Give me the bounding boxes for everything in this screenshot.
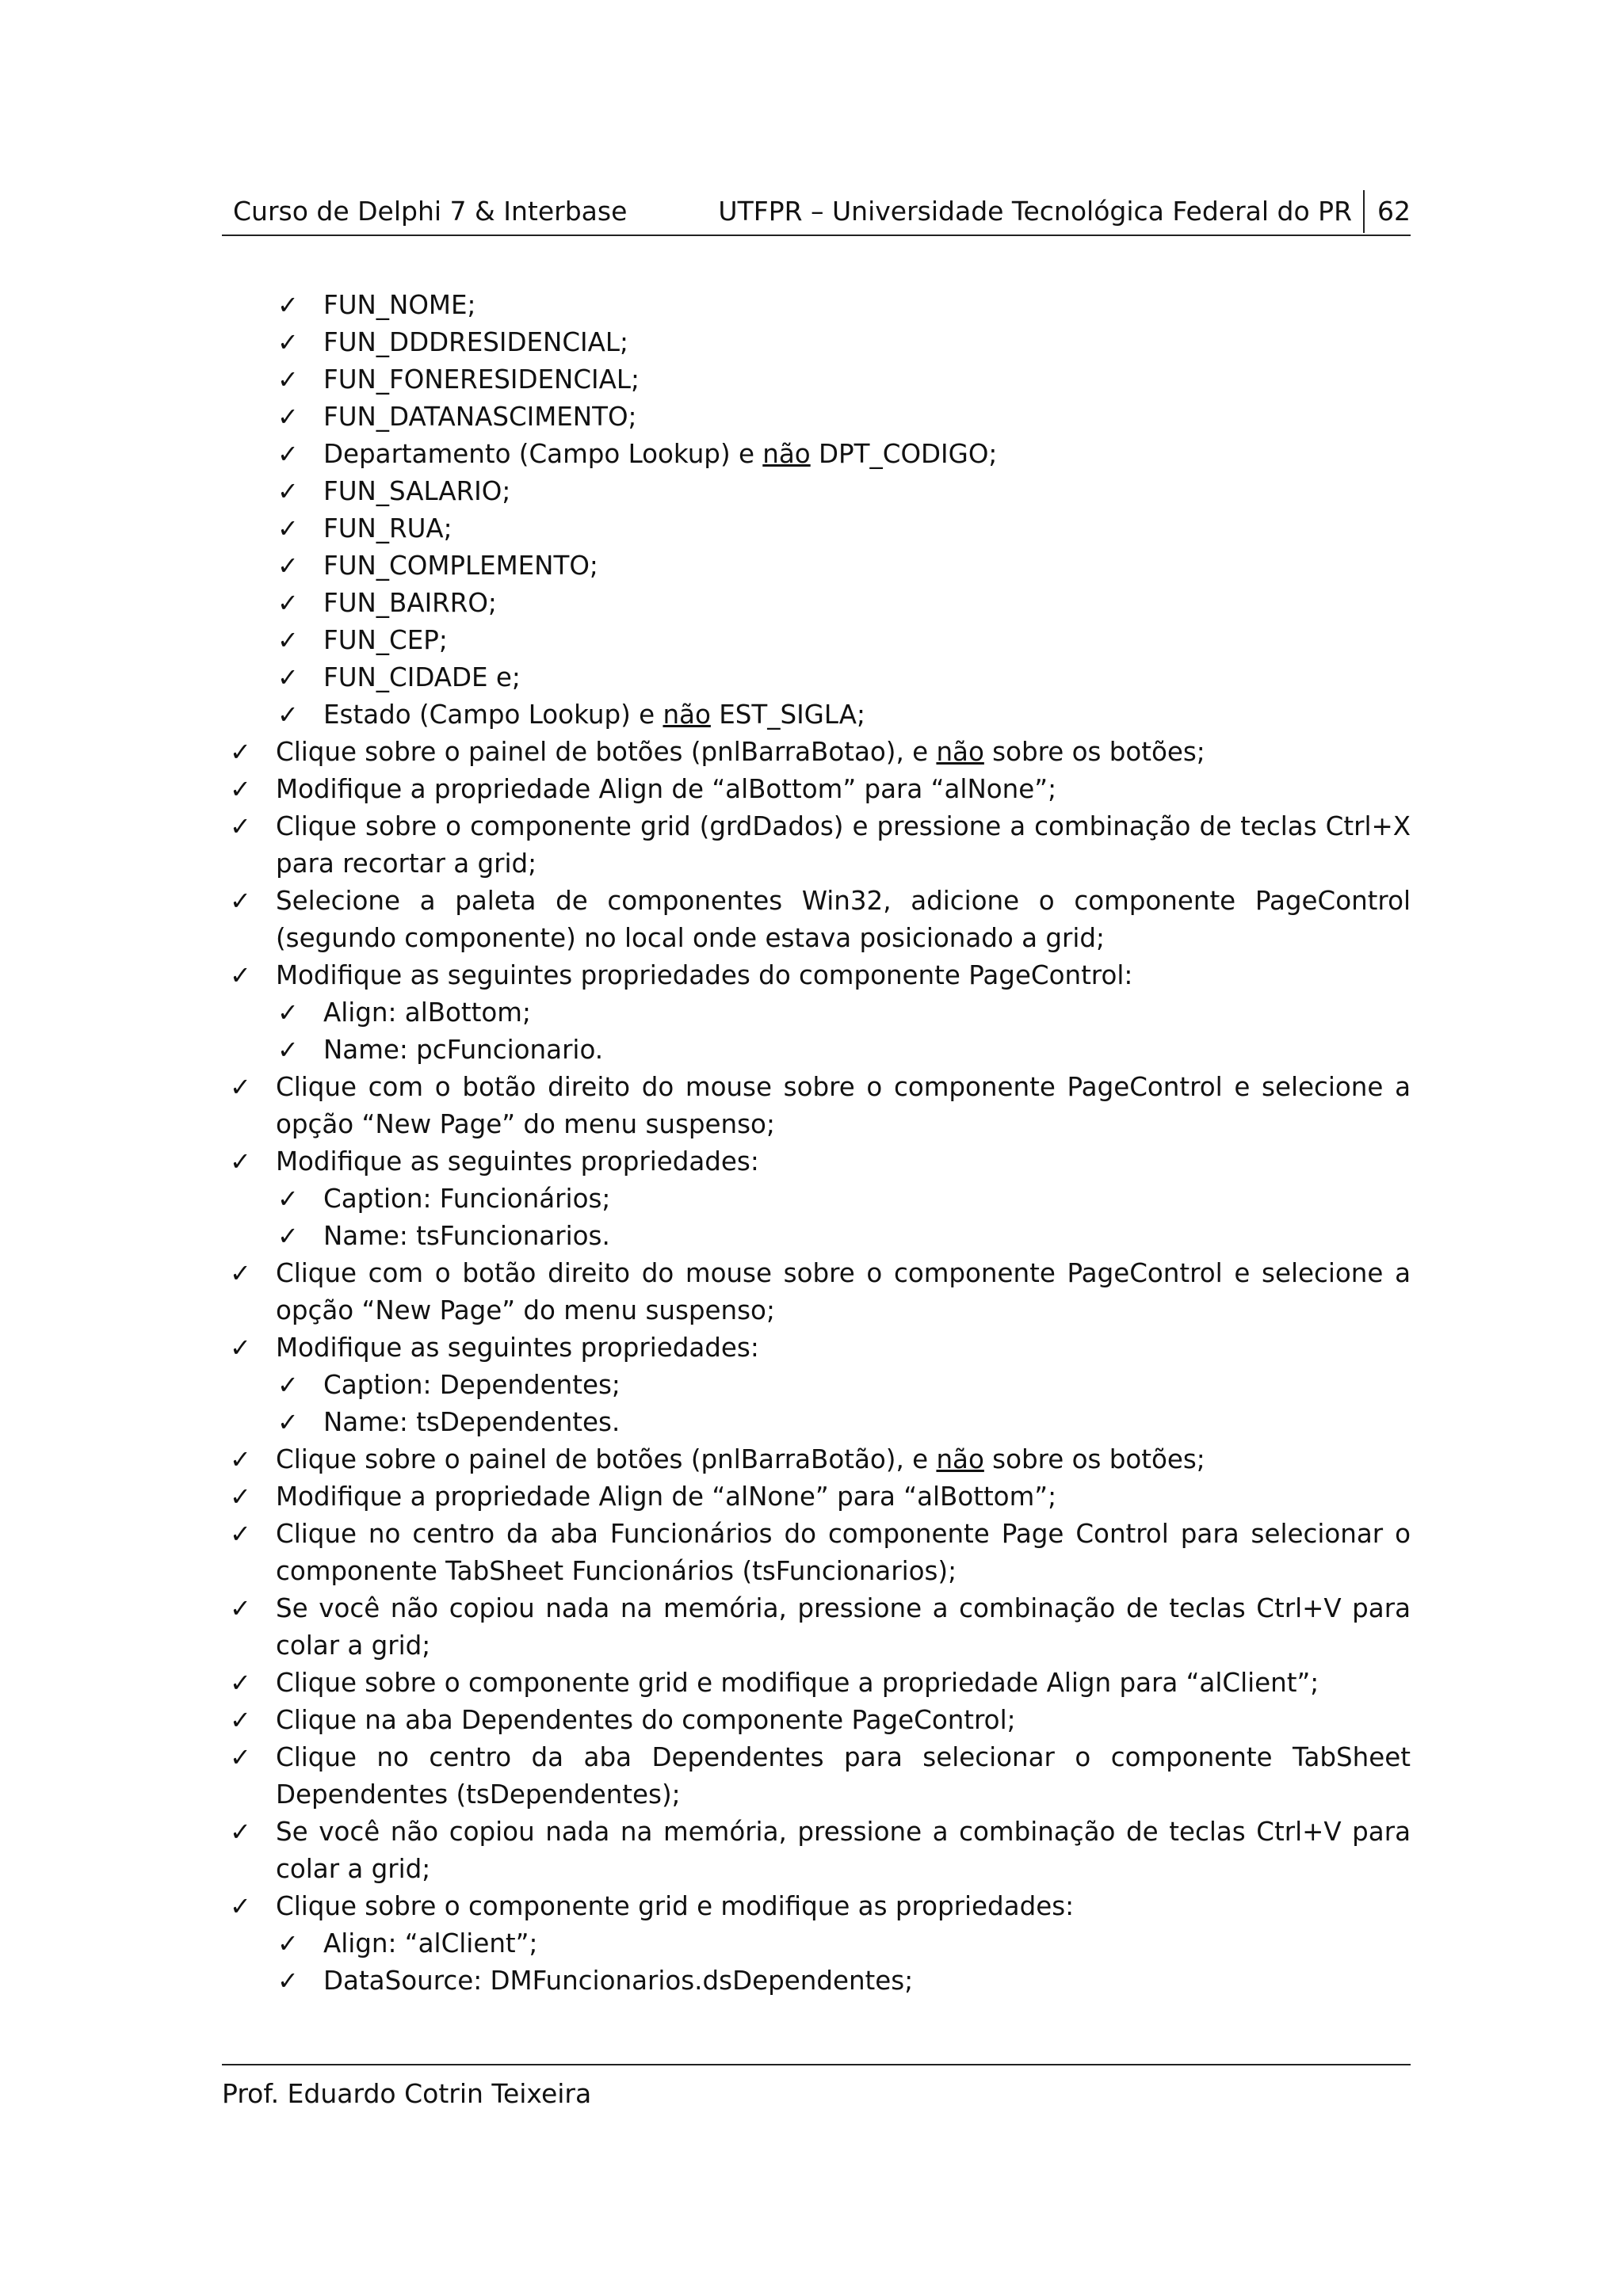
list-item xyxy=(230,1516,1411,1590)
checkmark-icon: ✓ xyxy=(277,1966,299,1996)
list-item xyxy=(230,771,1411,808)
sub-list-item xyxy=(230,1218,1411,1255)
item-text: FUN_NOME; xyxy=(323,290,476,320)
item-text: Clique com o botão direito do mouse sobre o componente PageControl e selecione a opção “New Page” do menu suspenso; xyxy=(276,1072,1411,1139)
item-text: Clique no centro da aba Funcionários do componente Page Control para selecionar o componente TabSheet Funcionários (tsFuncionarios); xyxy=(276,1519,1411,1586)
checkmark-icon: ✓ xyxy=(230,1668,251,1698)
checkmark-icon: ✓ xyxy=(277,402,299,432)
sub-list-item xyxy=(230,1962,1411,2000)
item-text: Modifique as seguintes propriedades do componente PageControl: xyxy=(276,960,1133,990)
item-text: Modifique a propriedade Align de “alBottom” para “alNone”; xyxy=(276,774,1057,804)
item-text: sobre os botões; xyxy=(983,737,1205,767)
header-right xyxy=(718,189,1411,235)
list-item xyxy=(230,1665,1411,1702)
sub-list-item xyxy=(230,510,1411,547)
list-item xyxy=(230,1478,1411,1516)
checkmark-icon: ✓ xyxy=(277,290,299,320)
sub-list-item xyxy=(230,1032,1411,1069)
item-text: FUN_DDDRESIDENCIAL; xyxy=(323,327,628,357)
list-item xyxy=(230,1255,1411,1329)
header-separator xyxy=(1363,190,1365,233)
checkmark-icon: ✓ xyxy=(230,1742,251,1772)
sub-list-item xyxy=(230,361,1411,399)
item-text: Clique sobre o componente grid e modifique as propriedades: xyxy=(276,1891,1075,1921)
item-text: DataSource: DMFuncionarios.dsDependentes; xyxy=(323,1966,914,1996)
page-footer xyxy=(222,2064,1411,2118)
list-item xyxy=(230,1814,1411,1888)
item-text: FUN_DATANASCIMENTO; xyxy=(323,402,637,432)
checkmark-icon: ✓ xyxy=(230,960,251,990)
checkmark-icon: ✓ xyxy=(230,1519,251,1549)
item-text: Se você não copiou nada na memória, pressione a combinação de teclas Ctrl+V para colar a grid; xyxy=(276,1817,1411,1884)
item-text: Clique sobre o painel de botões (pnlBarraBotao), e xyxy=(276,737,937,767)
item-text: FUN_RUA; xyxy=(323,513,453,543)
sub-list-item xyxy=(230,1367,1411,1404)
checkmark-icon: ✓ xyxy=(230,1258,251,1288)
checkmark-icon: ✓ xyxy=(277,327,299,357)
item-text: Name: tsDependentes. xyxy=(323,1407,621,1437)
checkmark-icon: ✓ xyxy=(230,1891,251,1921)
list-item xyxy=(230,1329,1411,1367)
item-text: EST_SIGLA; xyxy=(710,700,865,730)
item-text: FUN_FONERESIDENCIAL; xyxy=(323,364,640,395)
checkmark-icon: ✓ xyxy=(277,551,299,581)
checkmark-icon: ✓ xyxy=(230,1333,251,1363)
checkmark-icon: ✓ xyxy=(230,886,251,916)
item-text: Align: alBottom; xyxy=(323,997,531,1028)
checkmark-icon: ✓ xyxy=(277,662,299,692)
item-text: Caption: Funcionários; xyxy=(323,1184,611,1214)
list-item xyxy=(230,1069,1411,1143)
list-item xyxy=(230,1888,1411,1925)
item-text: Clique na aba Dependentes do componente PageControl; xyxy=(276,1705,1016,1735)
sub-list-item xyxy=(230,324,1411,361)
sub-list-item xyxy=(230,473,1411,510)
checkmark-icon: ✓ xyxy=(230,1705,251,1735)
checkmark-icon: ✓ xyxy=(230,1072,251,1102)
item-text: Name: tsFuncionarios. xyxy=(323,1221,610,1251)
item-text: FUN_CEP; xyxy=(323,625,448,655)
sub-list-item xyxy=(230,585,1411,622)
item-text: FUN_SALARIO; xyxy=(323,476,511,506)
page-number: 62 xyxy=(1377,196,1411,227)
instruction-list xyxy=(230,287,1411,2000)
checkmark-icon: ✓ xyxy=(230,811,251,841)
underlined-text: não xyxy=(936,1444,984,1474)
item-text: sobre os botões; xyxy=(983,1444,1205,1474)
item-text: Clique com o botão direito do mouse sobre o componente PageControl e selecione a opção “New Page” do menu suspenso; xyxy=(276,1258,1411,1325)
footer-author: Prof. Eduardo Cotrin Teixeira xyxy=(222,2078,592,2109)
checkmark-icon: ✓ xyxy=(277,439,299,469)
sub-list-item xyxy=(230,287,1411,324)
sub-list-item xyxy=(230,547,1411,585)
underlined-text: não xyxy=(936,737,984,767)
checkmark-icon: ✓ xyxy=(277,588,299,618)
sub-list-item xyxy=(230,1925,1411,1962)
item-text: Caption: Dependentes; xyxy=(323,1370,621,1400)
item-text: FUN_COMPLEMENTO; xyxy=(323,551,598,581)
checkmark-icon: ✓ xyxy=(277,625,299,655)
list-item xyxy=(230,1702,1411,1739)
item-text: Clique sobre o componente grid e modifique a propriedade Align para “alClient”; xyxy=(276,1668,1319,1698)
list-item xyxy=(230,1590,1411,1665)
item-text: FUN_CIDADE e; xyxy=(323,662,521,692)
checkmark-icon: ✓ xyxy=(230,1593,251,1623)
checkmark-icon: ✓ xyxy=(277,513,299,543)
item-text: Departamento (Campo Lookup) e xyxy=(323,439,763,469)
checkmark-icon: ✓ xyxy=(230,774,251,804)
checkmark-icon: ✓ xyxy=(277,1370,299,1400)
item-text: Clique no centro da aba Dependentes para selecionar o componente TabSheet Dependentes (tsDependentes); xyxy=(276,1742,1411,1810)
checkmark-icon: ✓ xyxy=(277,1928,299,1958)
item-text: Selecione a paleta de componentes Win32, adicione o componente PageControl (segundo componente) no local onde estava posicionado a grid; xyxy=(276,886,1411,953)
item-text: Clique sobre o componente grid (grdDados) e pressione a combinação de teclas Ctrl+X para recortar a grid; xyxy=(276,811,1411,879)
item-text: Estado (Campo Lookup) e xyxy=(323,700,663,730)
page-header xyxy=(222,189,1411,236)
item-text: DPT_CODIGO; xyxy=(810,439,998,469)
item-text: FUN_BAIRRO; xyxy=(323,588,497,618)
list-item xyxy=(230,1441,1411,1478)
list-item xyxy=(230,808,1411,883)
sub-list-item xyxy=(230,696,1411,734)
checkmark-icon: ✓ xyxy=(230,1444,251,1474)
item-text: Align: “alClient”; xyxy=(323,1928,538,1958)
item-text: Modifique as seguintes propriedades: xyxy=(276,1333,759,1363)
underlined-text: não xyxy=(762,439,811,469)
list-item xyxy=(230,734,1411,771)
item-text: Modifique as seguintes propriedades: xyxy=(276,1146,759,1177)
checkmark-icon: ✓ xyxy=(230,1482,251,1512)
checkmark-icon: ✓ xyxy=(230,1817,251,1847)
checkmark-icon: ✓ xyxy=(277,1035,299,1065)
list-item xyxy=(230,1739,1411,1814)
checkmark-icon: ✓ xyxy=(277,1184,299,1214)
item-text: Se você não copiou nada na memória, pressione a combinação de teclas Ctrl+V para colar a grid; xyxy=(276,1593,1411,1661)
list-item xyxy=(230,1143,1411,1180)
underlined-text: não xyxy=(663,700,711,730)
sub-list-item xyxy=(230,994,1411,1032)
checkmark-icon: ✓ xyxy=(230,737,251,767)
checkmark-icon: ✓ xyxy=(230,1146,251,1177)
item-text: Clique sobre o painel de botões (pnlBarraBotão), e xyxy=(276,1444,937,1474)
sub-list-item xyxy=(230,399,1411,436)
list-item xyxy=(230,957,1411,994)
checkmark-icon: ✓ xyxy=(277,700,299,730)
sub-list-item xyxy=(230,1404,1411,1441)
item-text: Modifique a propriedade Align de “alNone” para “alBottom”; xyxy=(276,1482,1057,1512)
sub-list-item xyxy=(230,436,1411,473)
sub-list-item xyxy=(230,659,1411,696)
item-text: Name: pcFuncionario. xyxy=(323,1035,604,1065)
checkmark-icon: ✓ xyxy=(277,1407,299,1437)
sub-list-item xyxy=(230,622,1411,659)
header-course-title: Curso de Delphi 7 & Interbase xyxy=(233,196,628,227)
checkmark-icon: ✓ xyxy=(277,1221,299,1251)
list-item xyxy=(230,883,1411,957)
sub-list-item xyxy=(230,1180,1411,1218)
header-institution: UTFPR – Universidade Tecnológica Federal do PR xyxy=(718,196,1352,227)
checkmark-icon: ✓ xyxy=(277,476,299,506)
checkmark-icon: ✓ xyxy=(277,997,299,1028)
checkmark-icon: ✓ xyxy=(277,364,299,395)
